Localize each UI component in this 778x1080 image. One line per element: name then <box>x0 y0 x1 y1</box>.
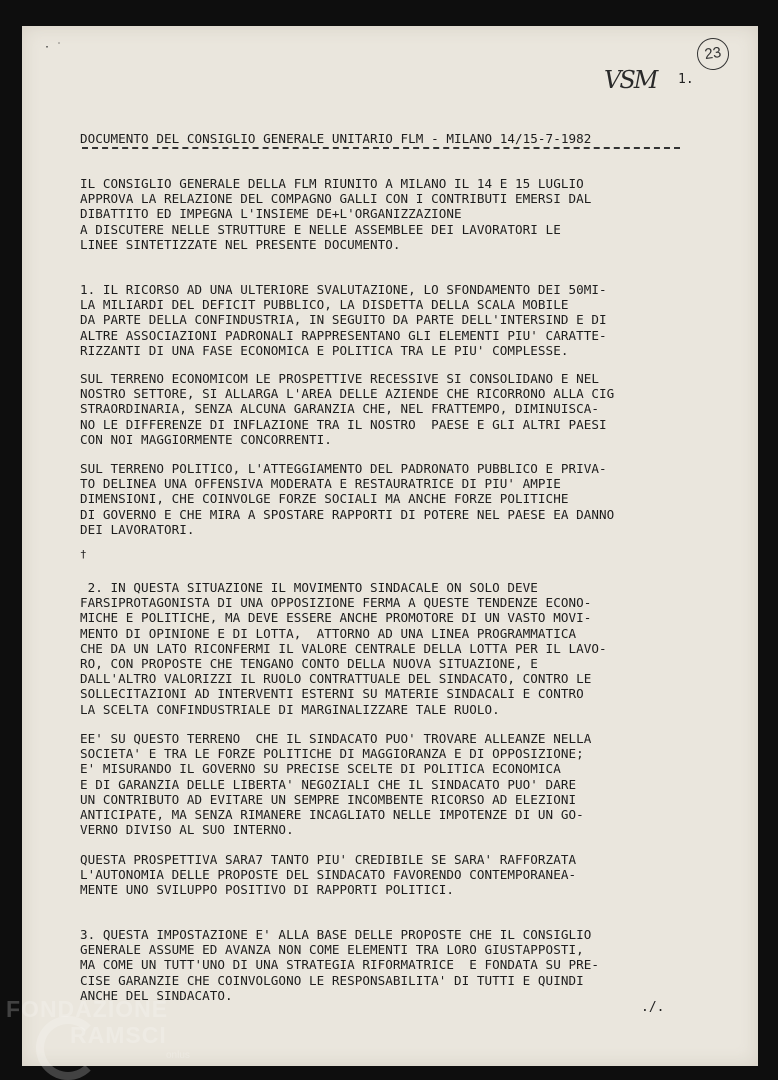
fondazione-gramsci-watermark <box>6 996 206 1076</box>
paragraph-economic: SUL TERRENO ECONOMICOM LE PROSPETTIVE RECESSIVE SI CONSOLIDANO E NEL NOSTRO SETTORE, SI ALLARGA L'AREA DELLE AZIENDE CHE RICORRONO ALLA CIG STRAORDINARIA, SENZA ALCUNA GARANZIA CHE, NEL FRATTEMPO, DIMINUISCA- NO LE DIFFERENZE DI INFLAZIONE TRA IL NOSTRO PAESE E GLI ALTRI PAESI CON NOI MAGGIORMENTE CONCORRENTI. <box>80 371 615 447</box>
paragraph-3: 3. QUESTA IMPOSTAZIONE E' ALLA BASE DELLE PROPOSTE CHE IL CONSIGLIO GENERALE ASSUME ED AVANZA NON COME ELEMENTI TRA LORO GIUSTAPPOSTI, MA COME UN TUTT'UNO DI UNA STRATEGIA RIFORMATRICE E FONDATA SU PRE- CISE GARANZIE CHE COINVOLGONO LE RESPONSABILITA' DI TUTTI E QUINDI ANCHE DEL SINDACATO. <box>80 927 599 1003</box>
handwritten-note: VSM <box>604 66 657 94</box>
document-title: DOCUMENTO DEL CONSIGLIO GENERALE UNITARIO FLM - MILANO 14/15-7-1982 <box>80 131 592 146</box>
stray-mark: † <box>80 548 87 561</box>
paragraph-political: SUL TERRENO POLITICO, L'ATTEGGIAMENTO DEL PADRONATO PUBBLICO E PRIVA- TO DELINEA UNA OFFENSIVA MODERATA E RESTAURATRICE DI PIU' AMPIE DIMENSIONI, CHE COINVOLGE FORZE SOCIALI MA ANCHE FORZE POLITICHE DI GOVERNO E CHE MIRA A SPOSTARE RAPPORTI DI POTERE NEL PAESE EA DANNO DEI LAVORATORI. <box>80 461 615 537</box>
intro-paragraph: IL CONSIGLIO GENERALE DELLA FLM RIUNITO A MILANO IL 14 E 15 LUGLIO APPROVA LA RELAZIONE DEL COMPAGNO GALLI CON I CONTRIBUTI EMERSI DAL DIBATTITO ED IMPEGNA L'INSIEME DE+L'ORGANIZZAZIONE A DISCUTERE NELLE STRUTTURE E NELLE ASSEMBLEE DEI LAVORATORI LE LINEE SINTETIZZATE NEL PRESENTE DOCUMENTO. <box>80 176 592 252</box>
watermark-suffix: onlus <box>166 1050 190 1061</box>
watermark-line1: FONDAZIONE <box>6 996 169 1022</box>
paragraph-alliances: EE' SU QUESTO TERRENO CHE IL SINDACATO PUO' TROVARE ALLEANZE NELLA SOCIETA' E TRA LE FORZE POLITICHE DI MAGGIORANZA E DI OPPOSIZIONE; E' MISURANDO IL GOVERNO SU PRECISE SCELTE DI POLITICA ECONOMICA E DI GARANZIA DELLE LIBERTA' NEGOZIALI CHE IL SINDACATO PUO' DARE UN CONTRIBUTO AD EVITARE UN SEMPRE INCOMBENTE RICORSO AD ELEZIONI ANTICIPATE, MA SENZA RIMANERE INCAGLIATO NELLE IMPOTENZE DI UN GO- VERNO DIVISO AL SUO INTERNO. <box>80 731 592 838</box>
continued-mark: ./. <box>641 1000 665 1015</box>
paragraph-1: 1. IL RICORSO AD UNA ULTERIORE SVALUTAZIONE, LO SFONDAMENTO DEI 50MI- LA MILIARDI DEL DEFICIT PUBBLICO, LA DISDETTA DELLA SCALA MOBILE DA PARTE DELLA CONFINDUSTRIA, IN SEGUITO DA PARTE DELL'INTERSIND E DI ALTRE ASSOCIAZIONI PADRONALI RAPPRESENTANO GLI ELEMENTI PIU' CARATTE- RIZZANTI DI UNA FASE ECONOMICA E POLITICA TRA LE PIU' COMPLESSE. <box>80 282 607 358</box>
corner-specks: · ˙ <box>44 42 63 53</box>
paragraph-perspective: QUESTA PROSPETTIVA SARA7 TANTO PIU' CREDIBILE SE SARA' RAFFORZATA L'AUTONOMIA DELLE PROPOSTE DEL SINDACATO FAVORENDO CONTEMPORANEA- MENTE UNO SVILUPPO POSITIVO DI RAPPORTI POLITICI. <box>80 852 577 898</box>
page-number: 1. <box>678 72 694 87</box>
title-underline <box>82 147 680 149</box>
watermark-line2: RAMSCI <box>70 1022 167 1048</box>
archive-number-stamp: 23 <box>695 36 731 72</box>
paragraph-2: 2. IN QUESTA SITUAZIONE IL MOVIMENTO SINDACALE ON SOLO DEVE FARSIPROTAGONISTA DI UNA OPPOSIZIONE FERMA A QUESTE TENDENZE ECONO- MICHE E POLITICHE, MA DEVE ESSERE ANCHE PROMOTORE DI UN VASTO MOVI- MENTO DI OPINIONE E DI LOTTA, ATTORNO AD UNA LINEA PROGRAMMATICA CHE DA UN LATO RICONFERMI IL VALORE CENTRALE DELLA LOTTA PER IL LAVO- RO, CON PROPOSTE CHE TENGANO CONTO DELLA NUOVA SITUAZIONE, E DALL'ALTRO VALORIZZI IL RUOLO CONTRATTUALE DEL SINDACATO, CONTRO LE SOLLECITAZIONI AD INTERVENTI ESTERNI SU MATERIE SINDACALI E CONTRO LA SCELTA CONFINDUSTRIALE DI MARGINALIZZARE TALE RUOLO. <box>80 580 607 717</box>
